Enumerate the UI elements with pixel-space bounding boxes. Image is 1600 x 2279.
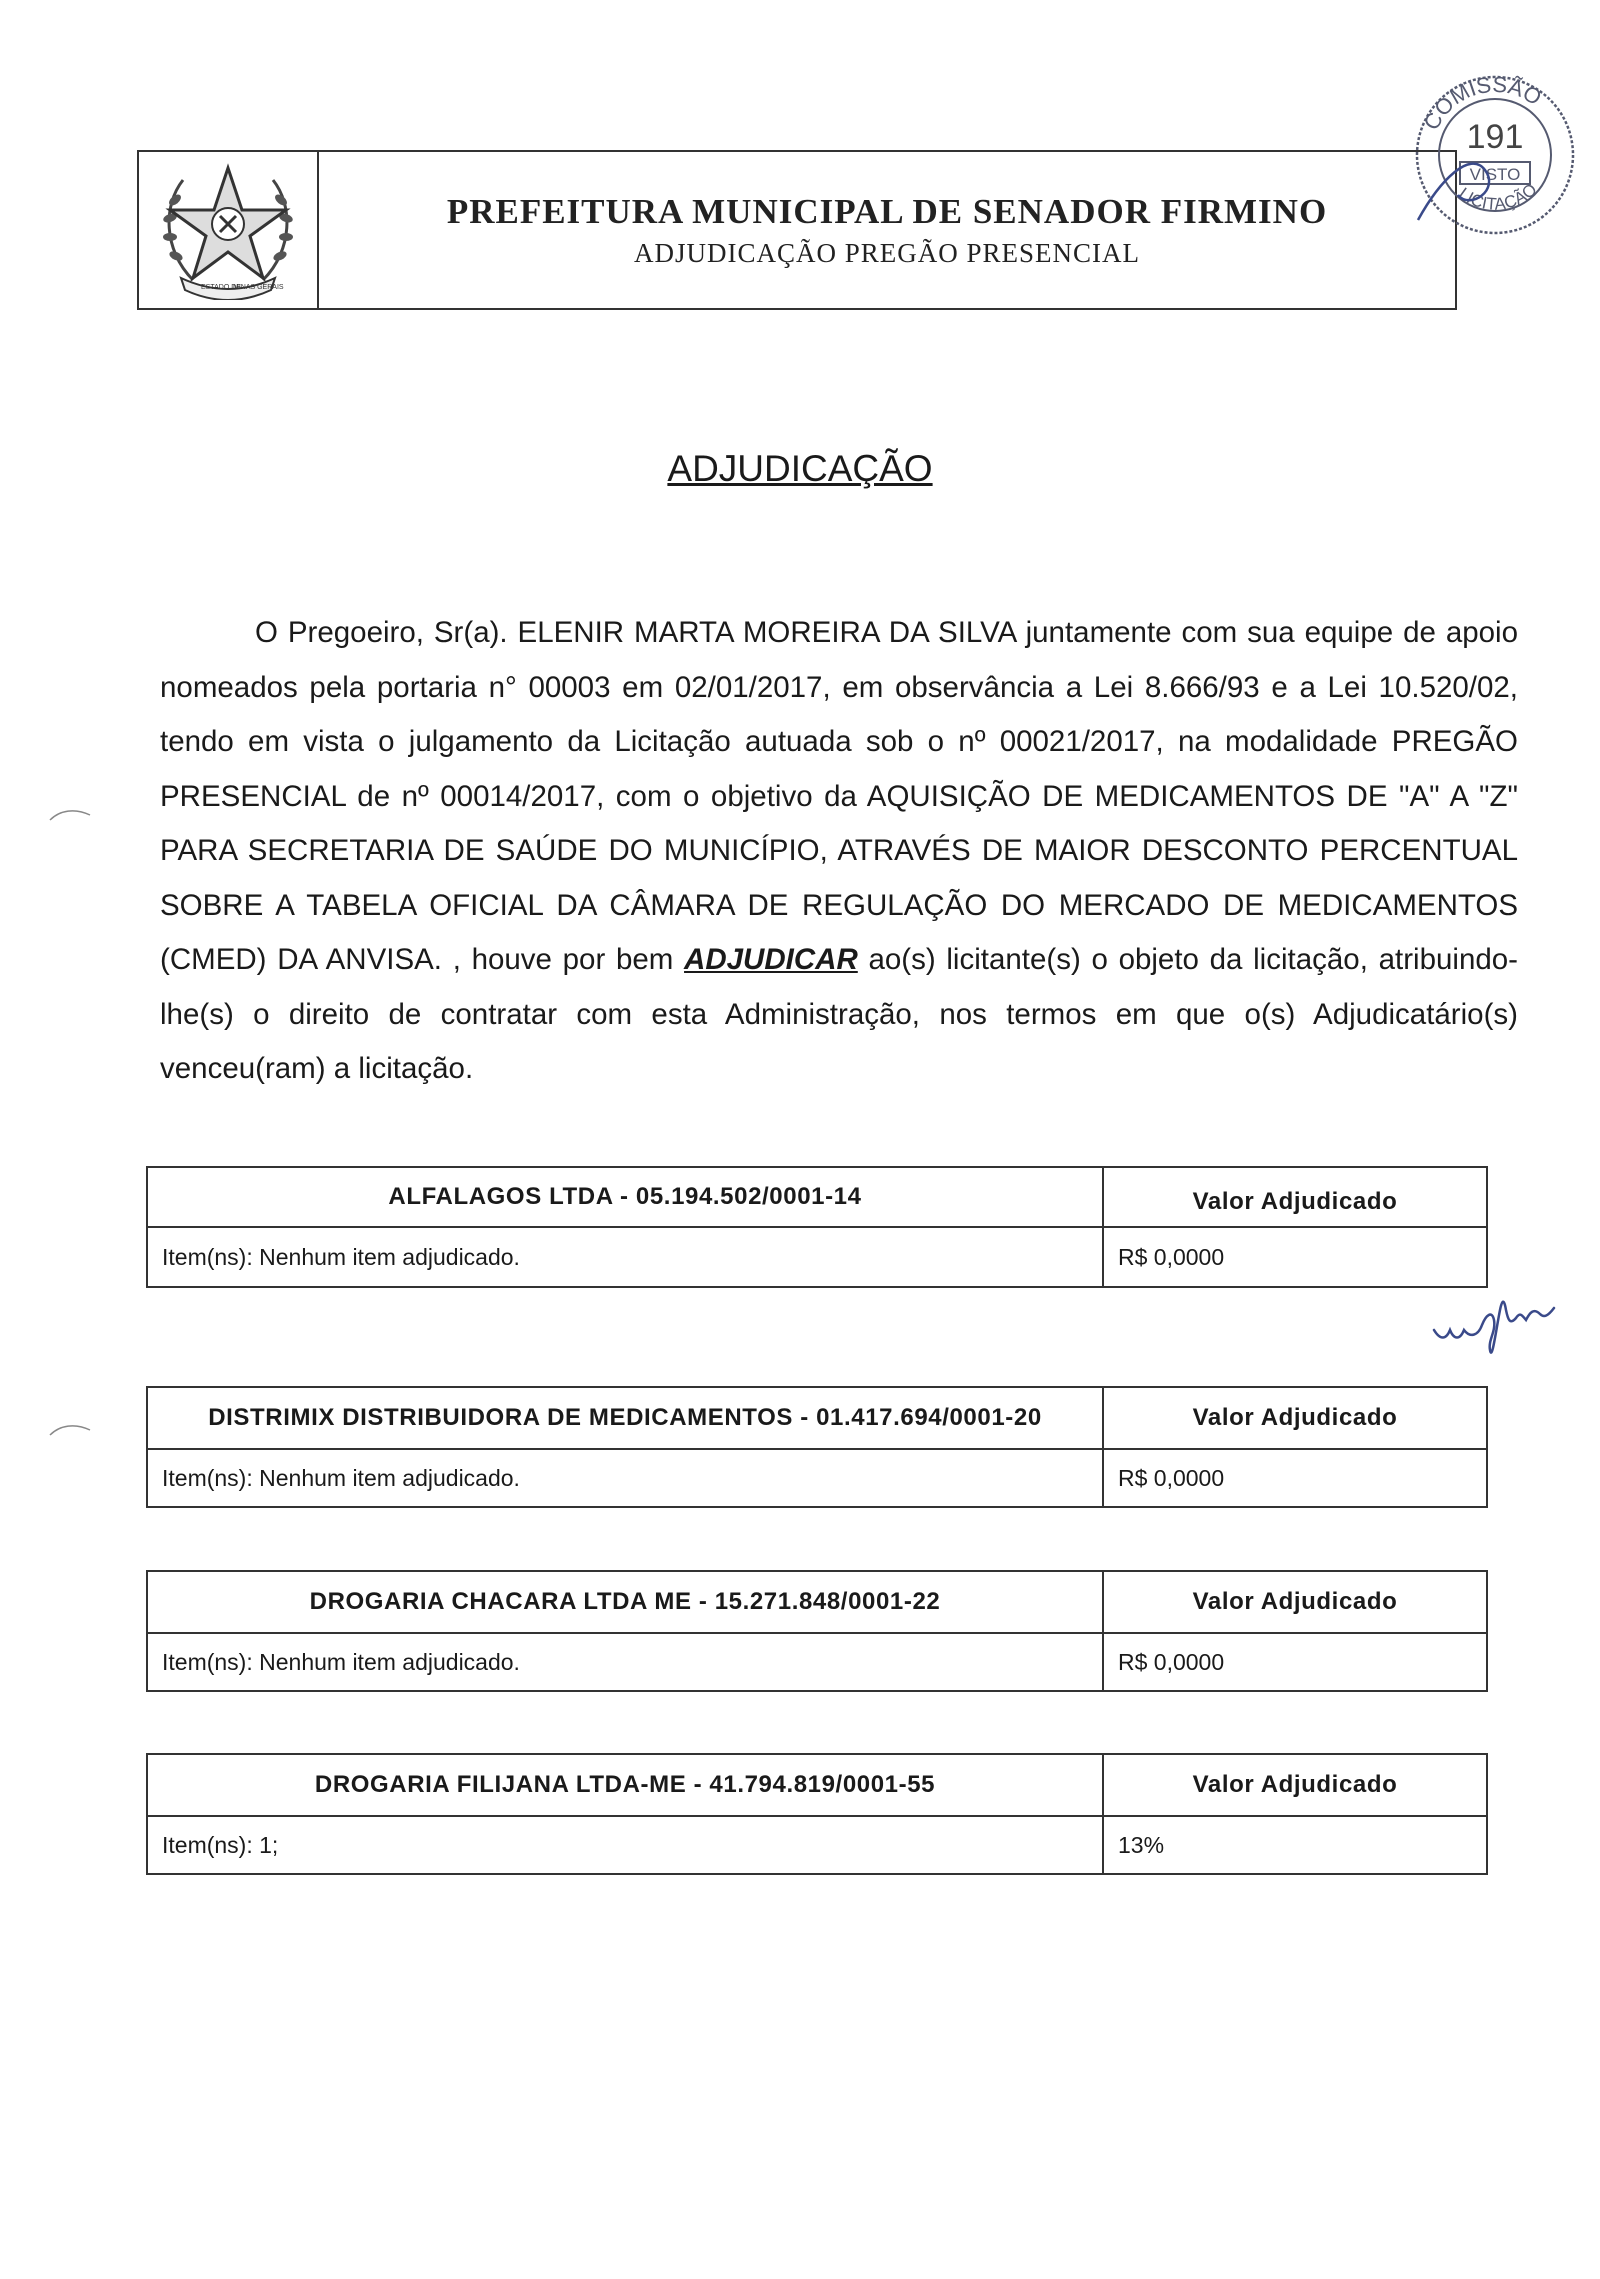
vendor-name: DROGARIA FILIJANA LTDA-ME - 41.794.819/0001-55 <box>148 1755 1104 1815</box>
award-table <box>146 1753 1488 1875</box>
items-cell: Item(ns): 1; <box>148 1817 1104 1873</box>
document-type-subtitle: ADJUDICAÇÃO PREGÃO PRESENCIAL <box>633 237 1141 268</box>
value-header: Valor Adjudicado <box>1192 1588 1398 1615</box>
paragraph-text-after: ao(s) licitante(s) o objeto da licitação, atribuindo-lhe(s) o direito de contratar com esta Administração, nos termos em que o(s) Adjudicatário(s) venceu(ram) a licitação. <box>160 943 1518 1085</box>
stamp-top-text: COMISSÃO <box>1418 71 1547 135</box>
letterhead <box>137 150 1457 310</box>
paragraph-text-before: O Pregoeiro, Sr(a). ELENIR MARTA MOREIRA DA SILVA juntamente com sua equipe de apoio nomeados pela portaria n° 00003 em 02/01/2017, em observância a Lei 8.666/93 e a Lei 10.520/02, tendo em vista o julgamento da Licitação autuada sob o nº 00021/2017, na modalidade PREGÃO PRESENCIAL de nº 00014/2017, com o objetivo da AQUISIÇÃO DE MEDICAMENTOS DE "A" A "Z" PARA SECRETARIA DE SAÚDE DO MUNICÍPIO, ATRAVÉS DE MAIOR DESCONTO PERCENTUAL SOBRE A TABELA OFICIAL DA CÂMARA DE REGULAÇÃO DO MERCADO DE MEDICAMENTOS (CMED) DA ANVISA. , houve por bem <box>160 616 1518 976</box>
items-cell: Item(ns): Nenhum item adjudicado. <box>148 1228 1104 1286</box>
coat-of-arms-icon <box>153 160 303 300</box>
vendor-name: DISTRIMIX DISTRIBUIDORA DE MEDICAMENTOS - 01.417.694/0001-20 <box>148 1388 1104 1448</box>
letterhead-text <box>319 152 1455 308</box>
handwritten-signature-icon <box>1430 1270 1560 1365</box>
municipality-title: PREFEITURA MUNICIPAL DE SENADOR FIRMINO <box>446 191 1328 231</box>
value-header: Valor Adjudicado <box>1192 1404 1398 1431</box>
document-title: ADJUDICAÇÃO <box>667 448 933 489</box>
stamp-middle-text: VISTO <box>1469 165 1521 184</box>
award-table <box>146 1386 1488 1508</box>
value-cell: 13% <box>1118 1831 1165 1858</box>
award-table <box>146 1166 1488 1288</box>
value-cell: R$ 0,0000 <box>1118 1648 1225 1675</box>
value-header: Valor Adjudicado <box>1192 1188 1398 1215</box>
adjudicar-emphasis: ADJUDICAR <box>684 943 858 976</box>
items-cell: Item(ns): Nenhum item adjudicado. <box>148 1634 1104 1690</box>
value-cell: R$ 0,0000 <box>1118 1243 1225 1270</box>
crest-cell <box>139 152 319 308</box>
value-cell: R$ 0,0000 <box>1118 1464 1225 1491</box>
value-header: Valor Adjudicado <box>1192 1771 1398 1798</box>
crest-text-left: ESTADO DE <box>201 284 241 291</box>
award-table <box>146 1570 1488 1692</box>
stamp-number: 191 <box>1466 118 1524 156</box>
margin-mark <box>45 1420 95 1440</box>
stamp-bottom-text: LICITAÇÃO <box>1455 179 1541 214</box>
adjudication-paragraph <box>160 606 1518 1097</box>
vendor-name: DROGARIA CHACARA LTDA ME - 15.271.848/0001-22 <box>148 1572 1104 1632</box>
margin-mark <box>45 805 95 825</box>
crest-text-right: MINAS GERAIS <box>233 284 284 291</box>
items-cell: Item(ns): Nenhum item adjudicado. <box>148 1450 1104 1506</box>
commission-stamp-icon <box>1410 70 1580 240</box>
vendor-name: ALFALAGOS LTDA - 05.194.502/0001-14 <box>148 1168 1104 1226</box>
